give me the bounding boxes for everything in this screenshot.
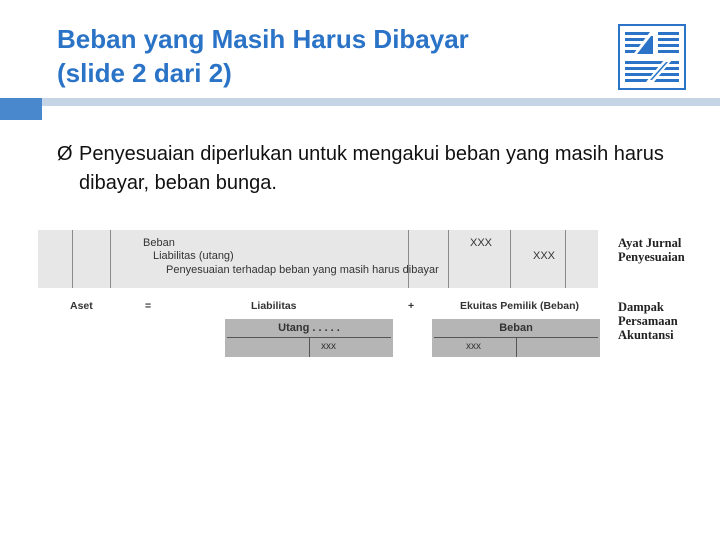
journal-divider [448, 230, 449, 288]
title-line-1: Beban yang Masih Harus Dibayar [57, 24, 469, 54]
title-divider [0, 98, 720, 108]
journal-divider [565, 230, 566, 288]
equation-plus: + [408, 300, 415, 312]
title-line-2: (slide 2 dari 2) [57, 58, 232, 88]
bullet-text: Penyesuaian diperlukan untuk mengakui beban yang masih harus dibayar, beban bunga. [79, 143, 664, 194]
impact-side-label-line: Akuntansi [618, 328, 674, 342]
divider-accent-block [0, 98, 42, 120]
equation-equity: Ekuitas Pemilik (Beban) [460, 300, 580, 312]
journal-entry-table [38, 230, 598, 288]
journal-divider [408, 230, 409, 288]
t-account-vline [516, 337, 517, 357]
bullet-arrow-icon: Ø [57, 143, 73, 165]
journal-debit-amount: XXX [470, 237, 493, 249]
publisher-logo-icon [618, 24, 686, 90]
t-account-title: Beban [499, 322, 533, 334]
journal-divider [72, 230, 73, 288]
impact-side-label [618, 300, 678, 342]
equation-assets: Aset [70, 300, 93, 312]
journal-credit-amount: XXX [533, 250, 556, 262]
t-account-title: Utang . . . . . [278, 322, 340, 334]
t-account-liability [225, 319, 393, 357]
journal-side-label-line: Penyesuaian [618, 250, 685, 264]
journal-divider [510, 230, 511, 288]
impact-side-label-line: Dampak [618, 300, 664, 314]
t-account-value: xxx [321, 341, 336, 352]
slide-title [57, 22, 597, 90]
journal-divider [110, 230, 111, 288]
journal-description: Penyesuaian terhadap beban yang masih harus dibayar [166, 264, 439, 276]
accounting-equation-bar [38, 295, 598, 319]
journal-debit-account: Beban [143, 237, 175, 249]
t-account-expense [432, 319, 600, 357]
impact-side-label-line: Persamaan [618, 314, 678, 328]
t-account-value: xxx [466, 341, 481, 352]
divider-line [42, 98, 720, 106]
equation-equals: = [145, 300, 152, 312]
equation-liabilities: Liabilitas [251, 300, 297, 312]
journal-credit-account: Liabilitas (utang) [153, 250, 234, 262]
journal-side-label-line: Ayat Jurnal [618, 236, 682, 250]
t-account-vline [309, 337, 310, 357]
journal-side-label [618, 236, 685, 264]
